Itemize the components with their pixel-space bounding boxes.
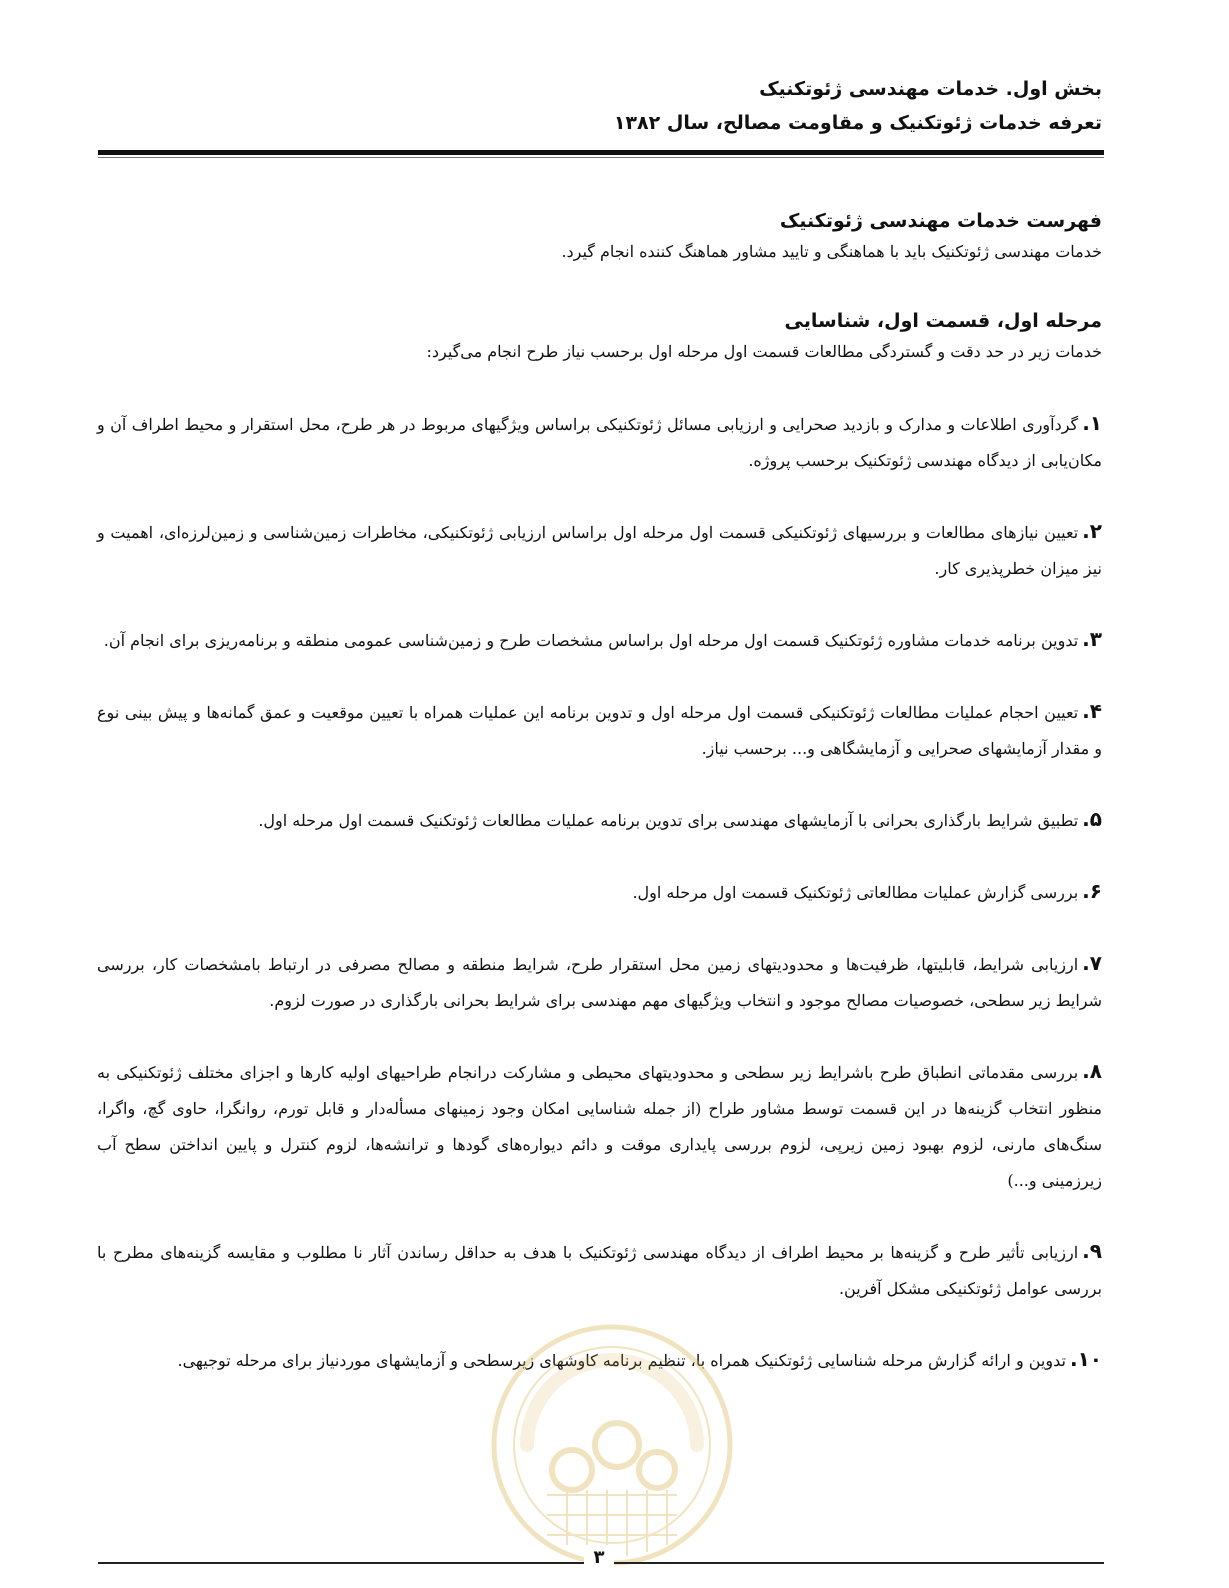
page-content [97,205,1102,1413]
list-item [97,693,1102,767]
list-item-text: بررسی مقدماتی انطباق طرح باشرایط زیر سطحی و محدودیتهای محیطی و مشارکت درانجام طراحیهای اولیه کارها و اجزای مختلف ژئوتکنیکی به منظور انتخاب گزینه‌ها در این قسمت توسط مشاور طراح (از جمله شناسایی امکان وجود زمینهای مسأله‌دار و قابل تورم، روانگرا، حاوی گچ، واگرا، سنگ‌های مارنی، لزوم بهبود زمین زیرپی، لزوم بررسی پایداری موقت و دائم دیواره‌های گودها و ترانشه‌ها، لزوم کنترل و پایین انداختن سطح آب زیرزمینی و...) [97,1063,1102,1190]
list-item-text: تطبیق شرایط بارگذاری بحرانی با آزمایشهای مهندسی برای تدوین برنامه عملیات مطالعات ژئوتکنیک قسمت اول مرحله اول. [258,811,1079,830]
list-item [97,873,1102,911]
list-item-number: ۷. [1082,951,1102,975]
page-number: ۳ [584,1545,614,1571]
numbered-list [97,405,1102,1379]
list-item-number: ۴. [1082,699,1102,723]
watermark-seal-icon [487,1320,737,1570]
list-item-number: ۲. [1082,519,1102,543]
list-item-text: تدوین و ارائه گزارش مرحله شناسایی ژئوتکنیک همراه با، تنظیم برنامه کاوشهای زیرسطحی و آزمایشهای موردنیاز برای مرحله توجیهی. [177,1351,1066,1370]
section-stage-one [97,305,1102,367]
list-item-number: ۱. [1082,411,1103,435]
header-rule-thin [98,157,1104,158]
list-item-text: تدوین برنامه خدمات مشاوره ژئوتکنیک قسمت اول مرحله اول براساس مشخصات طرح و زمین‌شناسی عمومی منطقه و برنامه‌ریزی برای انجام آن. [103,631,1079,650]
list-item-text: ارزیابی تأثیر طرح و گزینه‌ها بر محیط اطراف از دیدگاه مهندسی ژئوتکنیک با هدف به حداقل رساندن آثار نا مطلوب و مقایسه گزینه‌های مطرح با بررسی عوامل ژئوتکنیکی مشکل آفرین. [97,1243,1102,1298]
list-item-number: ۶. [1082,879,1102,903]
list-item-text: بررسی گزارش عملیات مطالعاتی ژئوتکنیک قسمت اول مرحله اول. [632,883,1079,902]
list-item [97,1233,1102,1307]
header-document-title: تعرفه خدمات ژئوتکنیک و مقاومت مصالح، سال ۱۳۸۲ [613,112,1102,134]
list-item [97,1053,1102,1199]
list-item-number: ۵. [1082,807,1102,831]
list-item [97,945,1102,1019]
section-services-list [97,205,1102,267]
header-part-title: بخش اول. خدمات مهندسی ژئوتکنیک [759,78,1102,100]
list-item-number: ۳. [1082,627,1102,651]
list-item-text: تعیین نیازهای مطالعات و بررسیهای ژئوتکنیکی قسمت اول مرحله اول براساس ارزیابی ژئوتکنیکی، مخاطرات زمین‌شناسی و زمین‌لرزه‌ای، اهمیت و نیز میزان خطرپذیری کار. [97,523,1102,578]
list-item [97,405,1102,479]
section-description: خدمات زیر در حد دقت و گستردگی مطالعات قسمت اول مرحله اول برحسب نیاز طرح انجام می‌گیرد: [426,342,1102,361]
section-title: مرحله اول، قسمت اول، شناسایی [784,310,1102,332]
list-item-text: تعیین احجام عملیات مطالعات ژئوتکنیکی قسمت اول مرحله اول و تدوین برنامه این عملیات همراه با تعیین موقعیت و عمق گمانه‌ها و پیش بینی نوع و مقدار آزمایشهای صحرایی و آزمایشگاهی و... برحسب نیاز. [97,703,1102,758]
list-item [97,621,1102,659]
list-item-text: گردآوری اطلاعات و مدارک و بازدید صحرایی و ارزیابی مسائل ژئوتکنیکی براساس ویژگیهای مربوط در هر طرح، محل استقرار و محیط اطراف آن و مکان‌یابی از دیدگاه مهندسی ژئوتکنیک برحسب پروژه. [97,415,1102,470]
header-rule [98,150,1104,155]
list-item [97,801,1102,839]
page-header [97,72,1102,140]
section-description: خدمات مهندسی ژئوتکنیک باید با هماهنگی و تایید مشاور هماهنگ کننده انجام گیرد. [561,242,1102,261]
list-item-text: ارزیابی شرایط، قابلیتها، ظرفیت‌ها و محدودیتهای زمین محل استقرار طرح، شرایط منطقه و مصالح مصرفی در ارتباط بامشخصات کار، بررسی شرایط زیر سطحی، خصوصیات مصالح موجود و انتخاب ویژگیهای مهم مهندسی برای شرایط بحرانی بارگذاری در صورت لزوم. [97,955,1102,1010]
list-item [97,513,1102,587]
list-item-number: ۱۰. [1069,1347,1102,1371]
section-title: فهرست خدمات مهندسی ژئوتکنیک [779,210,1102,232]
list-item-number: ۹. [1082,1239,1102,1263]
list-item-number: ۸. [1082,1059,1102,1083]
